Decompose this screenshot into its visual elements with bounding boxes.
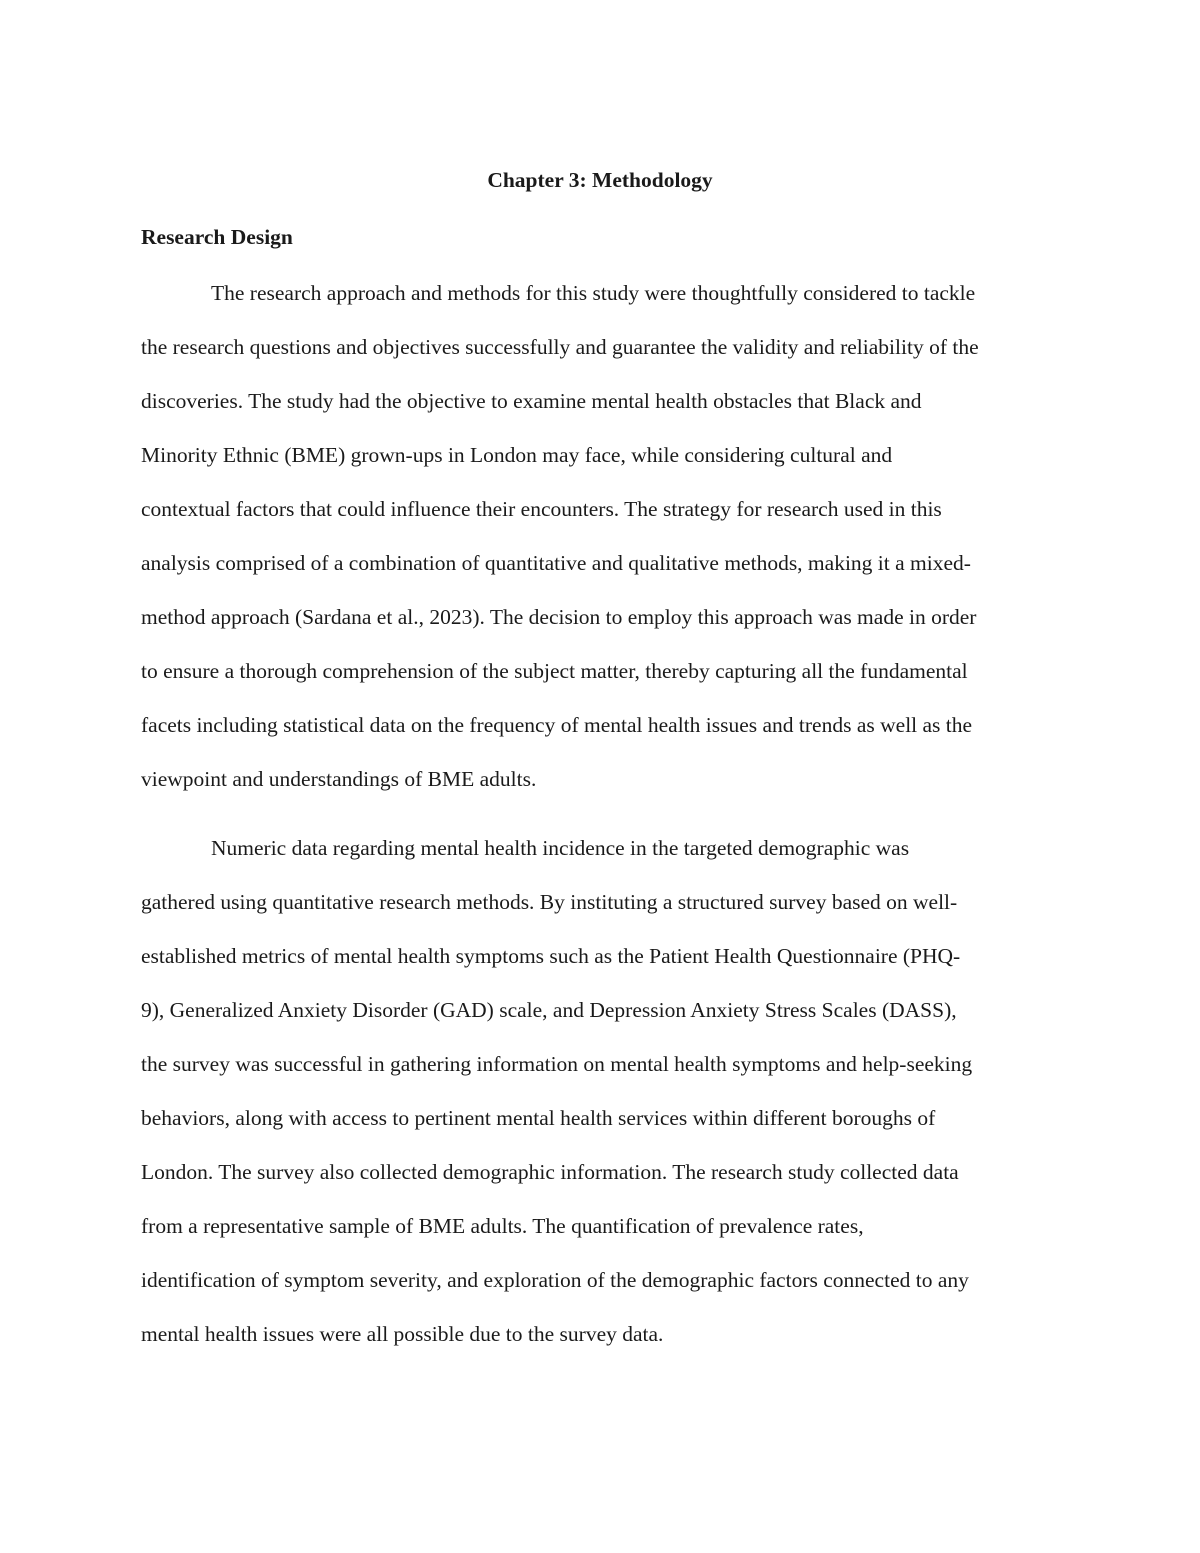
paragraph-line: contextual factors that could influence their encounters. The strategy for research used in this: [141, 497, 942, 521]
paragraph-line: facets including statistical data on the frequency of mental health issues and trends as well as the: [141, 713, 973, 737]
paragraph-line: mental health issues were all possible due to the survey data.: [141, 1322, 664, 1346]
paragraph-line: the research questions and objectives successfully and guarantee the validity and reliability of the: [141, 335, 979, 359]
paragraph-line: The research approach and methods for this study were thoughtfully considered to tackle: [211, 281, 976, 305]
paragraph-line: identification of symptom severity, and exploration of the demographic factors connected to any: [141, 1268, 969, 1292]
paragraph-line: London. The survey also collected demographic information. The research study collected data: [141, 1160, 959, 1184]
chapter-title: Chapter 3: Methodology: [487, 168, 713, 192]
section-heading: Research Design: [141, 225, 293, 249]
paragraph-line: viewpoint and understandings of BME adults.: [141, 767, 537, 791]
paragraph-line: gathered using quantitative research methods. By instituting a structured survey based on well-: [141, 890, 958, 914]
paragraph-line: analysis comprised of a combination of quantitative and qualitative methods, making it a mixed-: [141, 551, 971, 575]
paragraph-line: Numeric data regarding mental health incidence in the targeted demographic was: [211, 836, 910, 860]
paragraph-line: from a representative sample of BME adults. The quantification of prevalence rates,: [141, 1214, 864, 1238]
paragraph-line: discoveries. The study had the objective to examine mental health obstacles that Black and: [141, 389, 922, 413]
paragraph-line: to ensure a thorough comprehension of the subject matter, thereby capturing all the fundamental: [141, 659, 968, 683]
paragraph-line: behaviors, along with access to pertinent mental health services within different boroughs of: [141, 1106, 936, 1130]
paragraph-line: Minority Ethnic (BME) grown-ups in London may face, while considering cultural and: [141, 443, 893, 467]
paragraph-line: the survey was successful in gathering information on mental health symptoms and help-seeking: [141, 1052, 973, 1076]
paragraph-line: 9), Generalized Anxiety Disorder (GAD) scale, and Depression Anxiety Stress Scales (DASS),: [141, 998, 957, 1022]
paragraph-line: method approach (Sardana et al., 2023). The decision to employ this approach was made in order: [141, 605, 977, 629]
paragraph-line: established metrics of mental health symptoms such as the Patient Health Questionnaire (PHQ-: [141, 944, 961, 968]
